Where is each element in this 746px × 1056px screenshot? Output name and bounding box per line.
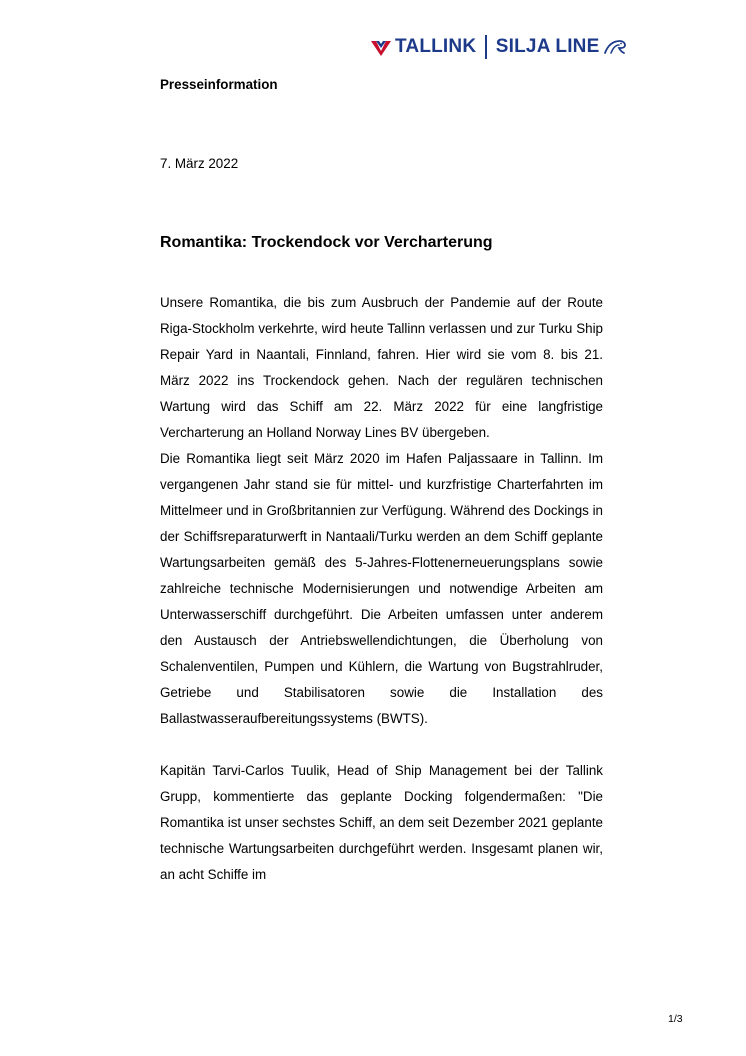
document-type-label: Presseinformation: [160, 77, 278, 92]
article-title: Romantika: Trockendock vor Vercharterung: [160, 234, 493, 251]
company-logo: [370, 34, 627, 60]
page-number: 1/3: [668, 1013, 683, 1025]
article-paragraph: Die Romantika liegt seit März 2020 im Hafen Paljassaare in Tallinn. Im vergangenen Jahr stand sie für mittel- und kurzfristige Charterfahrten im Mittelmeer und in Großbritannien zur Verfügung. Während des Dockings in der Schiffsreparaturwerft in Nantaali/Turku werden an dem Schiff geplante Wartungsarbeiten gemäß des 5-Jahres-Flottenerneuerungsplans sowie zahlreiche technische Modernisierungen und notwendige Arbeiten am Unterwasserschiff durchgeführt. Die Arbeiten umfassen unter anderem den Austausch der Antriebswellendichtungen, die Überholung von Schalenventilen, Pumpen und Kühlern, die Wartung von Bugstrahlruder, Getriebe und Stabilisatoren sowie die Installation des Ballastwasseraufbereitungssystems (BWTS).: [160, 451, 603, 726]
release-date: 7. März 2022: [160, 156, 239, 171]
seal-icon: [603, 37, 627, 57]
article-paragraph: Kapitän Tarvi-Carlos Tuulik, Head of Ship Management bei der Tallink Grupp, kommentierte das geplante Docking folgendermaßen: "Die Romantika ist unser sechstes Schiff, an dem seit Dezember 2021 geplante technische Wartungsarbeiten durchgeführt werden. Insgesamt planen wir, an acht Schiffe im: [160, 763, 603, 882]
logo-brand-primary: TALLINK: [395, 36, 477, 57]
article-paragraph: Unsere Romantika, die bis zum Ausbruch der Pandemie auf der Route Riga-Stockholm verkehrte, wird heute Tallinn verlassen und zur Turku Ship Repair Yard in Naantali, Finnland, fahren. Hier wird sie vom 8. bis 21. März 2022 ins Trockendock gehen. Nach der regulären technischen Wartung wird das Schiff am 22. März 2022 für eine langfristige Vercharterung an Holland Norway Lines BV übergeben.: [160, 295, 603, 440]
article-body: [160, 290, 603, 888]
logo-brand-secondary: SILJA LINE: [495, 36, 600, 57]
tallink-bird-icon: [370, 37, 392, 57]
logo-divider: [485, 35, 487, 59]
